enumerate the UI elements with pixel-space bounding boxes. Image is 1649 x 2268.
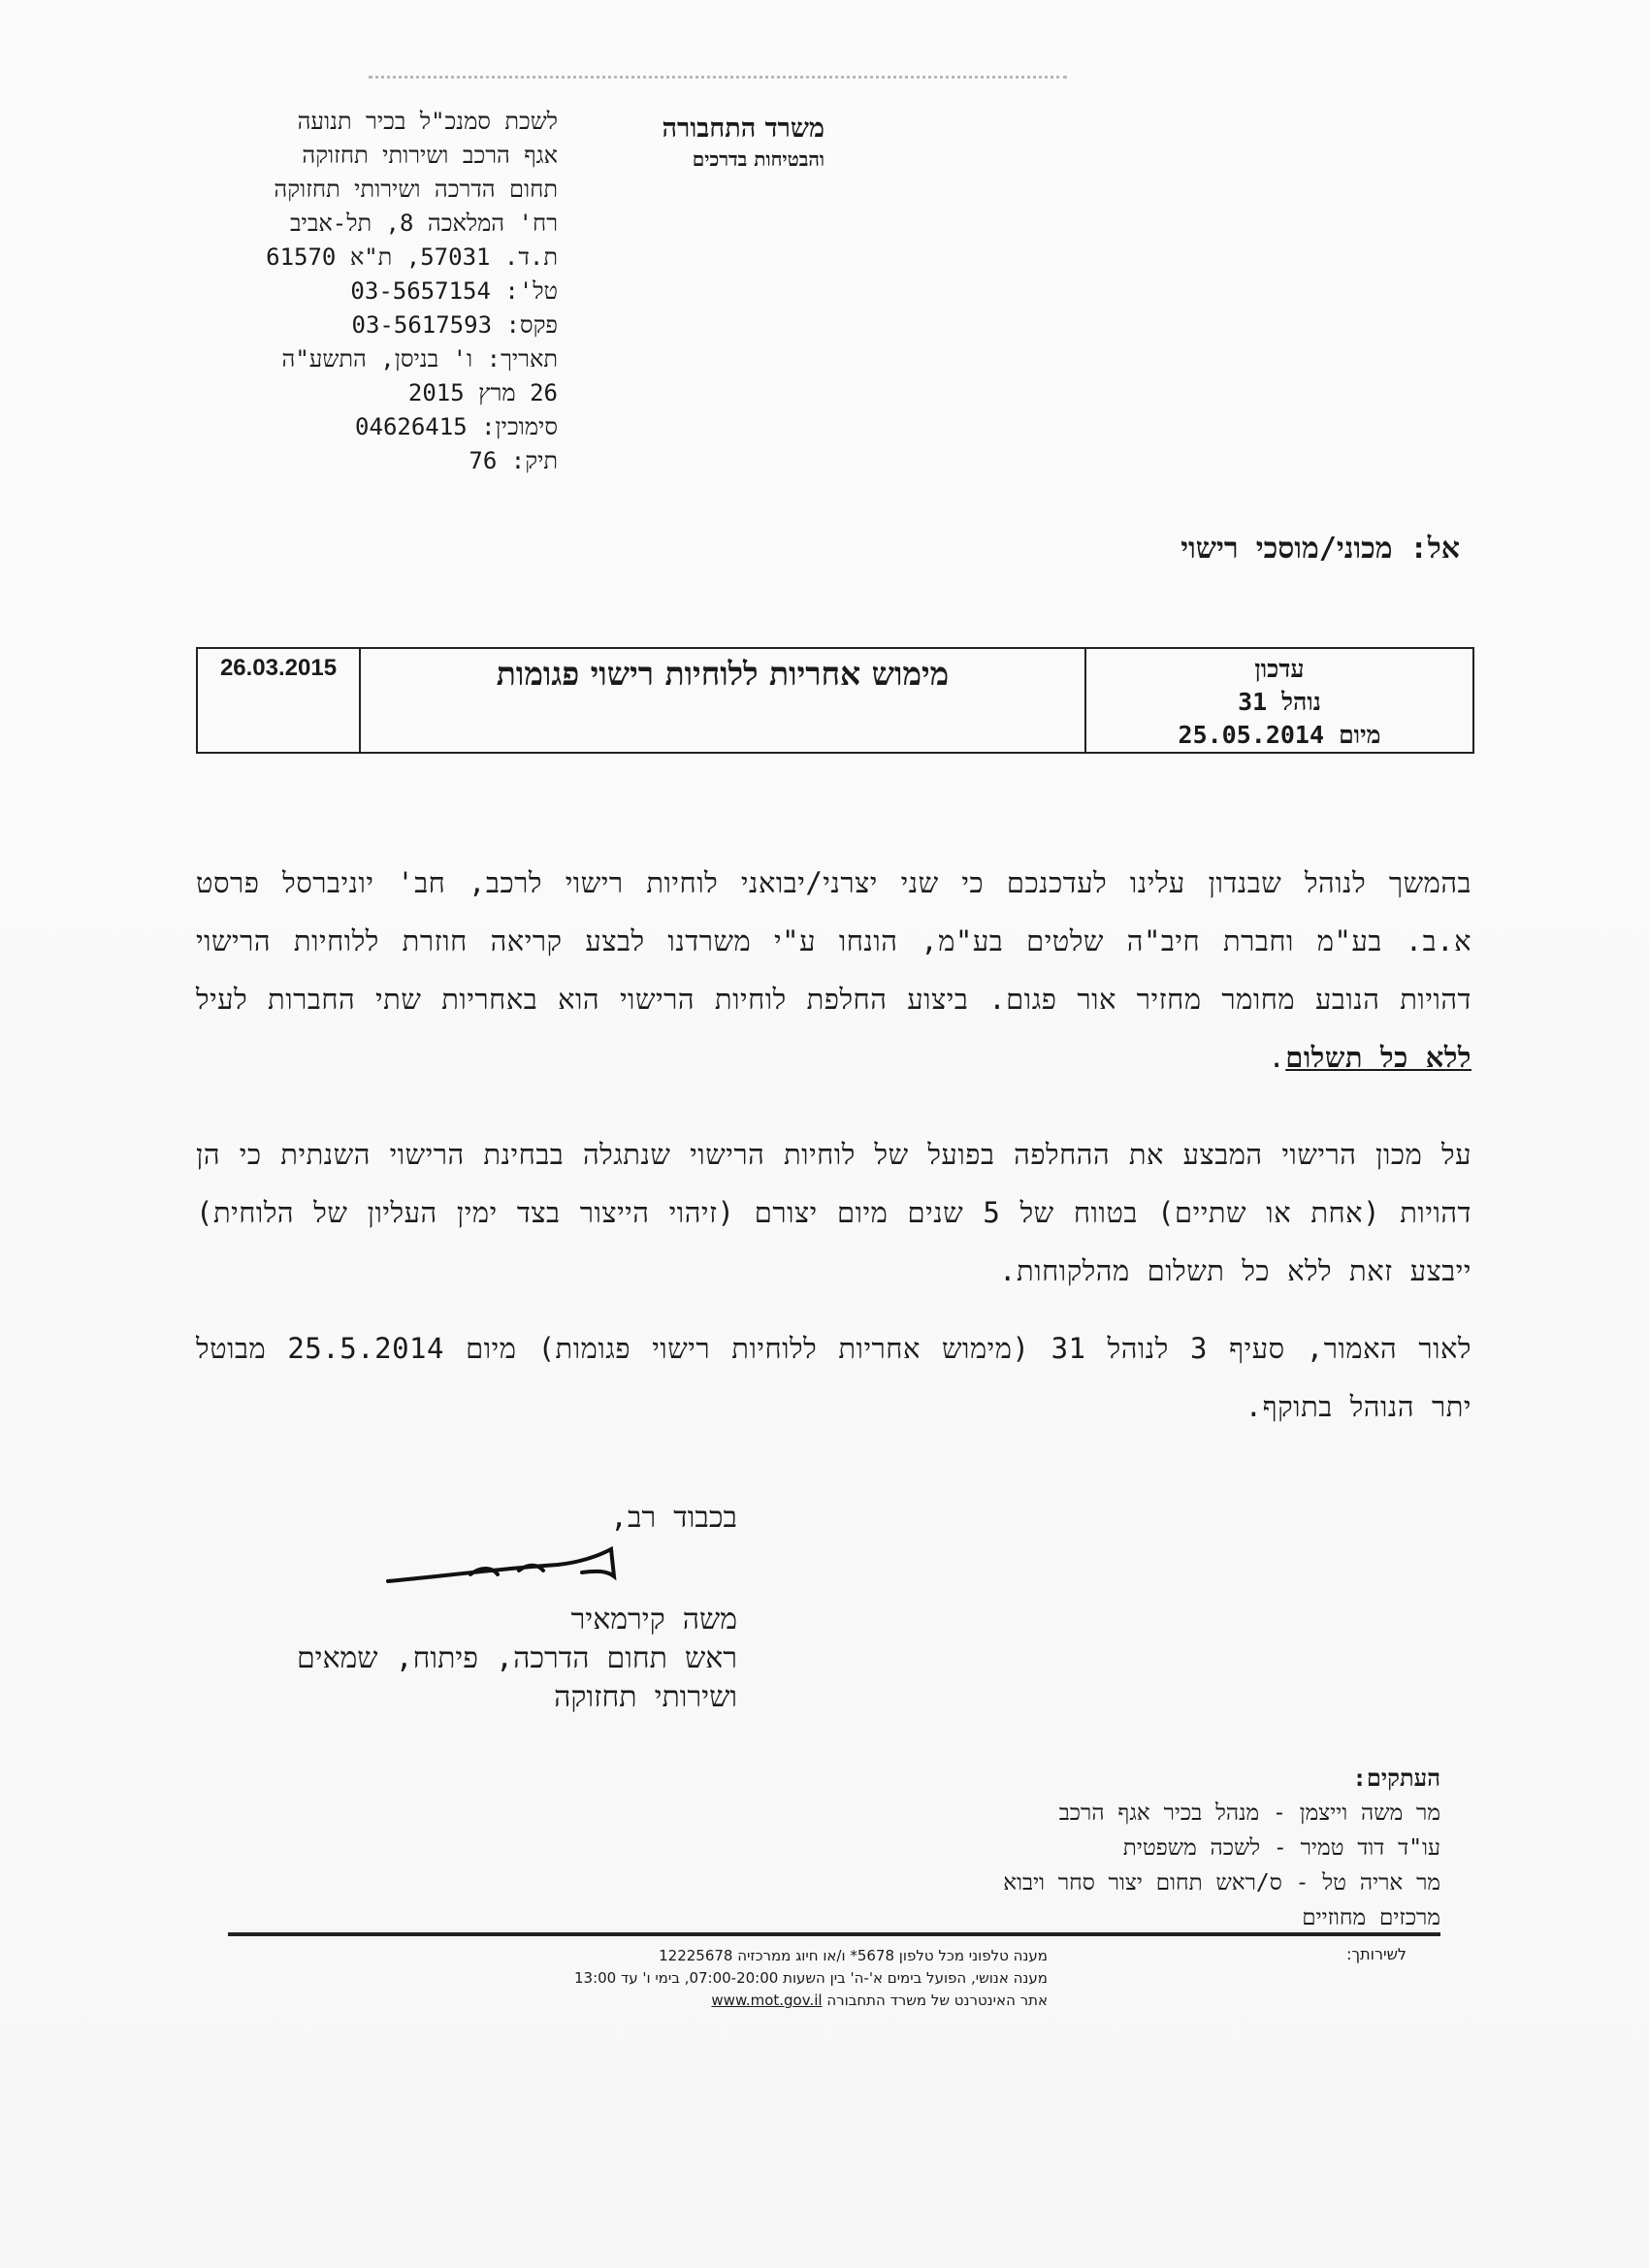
date-cell: [198, 649, 359, 752]
signer-title-1: ראש תחום הדרכה, פיתוח, שמאים: [296, 1641, 737, 1675]
ministry-header: [582, 112, 824, 172]
date-line: תאריך: ו' בניסן, התשע"ה: [281, 345, 558, 373]
file-line: תיק: 76: [469, 447, 558, 474]
signature-block: [242, 1601, 737, 1717]
closing: בכבוד רב,: [609, 1501, 737, 1535]
footer-web: [466, 1990, 1048, 2012]
paragraph-1-end: .: [1268, 1041, 1286, 1074]
footer-web-label: אתר האינטרנט של משרד התחבורה: [826, 1992, 1048, 2009]
procedure-number: נוהל 31: [1238, 688, 1321, 716]
address-line: לשכת סמנכ"ל בכיר תנועה: [297, 108, 558, 135]
footer-info: [466, 1945, 1048, 2012]
paragraph-3: לאור האמור, סעיף 3 לנוהל 31 (מימוש אחריות ללוחיות רישוי פגומות) מיום 25.5.2014 מבוטל יתר הנוהל בתוקף.: [196, 1332, 1471, 1423]
copy-recipient: מר אריה טל - ס/ראש תחום יצור סחר ויבוא: [1003, 1870, 1440, 1895]
subject-cell: [359, 649, 1084, 752]
copies-block: [873, 1761, 1440, 1935]
fax-line: פקס: 03-5617593: [351, 311, 558, 339]
fax-dots: [369, 76, 1067, 88]
address-line: ת.ד. 57031, ת"א 61570: [266, 243, 558, 271]
table-date: 26.03.2015: [219, 655, 338, 681]
footer-hours: מענה אנושי, הפועל בימים א'-ה' בין השעות 07:00-20:00, בימי ו' עד 13:00: [574, 1969, 1048, 1987]
recipient: אל: מכוני/מוסכי רישוי: [1180, 532, 1460, 566]
reference-line: סימוכין: 04626415: [355, 413, 558, 440]
update-cell: [1084, 649, 1472, 752]
procedure-date: מיום 25.05.2014: [1178, 721, 1381, 749]
update-label: עדכון: [1254, 655, 1305, 683]
signer-name: משה קירמאיר: [570, 1603, 737, 1636]
address-line: תחום הדרכה ושירותי תחזוקה: [274, 176, 558, 203]
paragraph-2: על מכון הרישוי המבצע את ההחלפה בפועל של לוחיות הרישוי שנתגלה בבחינת הרישוי השנתית כי הן דהויות (אחת או שתיים) בטווח של 5 שנים מיום יצורם (זיהוי הייצור בצד ימין העליון של הלוחית) ייבצע זאת ללא כל תשלום מהלקוחות.: [196, 1138, 1472, 1287]
ministry-subtitle: והבטיחות בדרכים: [692, 147, 824, 171]
paragraph-1: [196, 854, 1471, 1086]
footer-url-link[interactable]: www.mot.gov.il: [711, 1992, 823, 2009]
subject-title: מימוש אחריות ללוחיות רישוי פגומות: [496, 655, 950, 693]
signer-title-2: ושירותי תחזוקה: [554, 1680, 737, 1714]
copies-title: העתקים:: [1352, 1765, 1440, 1792]
footer-divider: [228, 1932, 1440, 1936]
footer-label: לשירותך:: [1346, 1945, 1406, 1963]
footer-phone: מענה טלפוני מכל טלפון 5678* ו/או חיוג ממרכזיה 12225678: [659, 1947, 1048, 1964]
signature-scribble-icon: [383, 1538, 635, 1591]
copy-recipient: מר משה וייצמן - מנהל בכיר אגף הרכב: [1058, 1800, 1440, 1826]
header-table: [196, 647, 1474, 754]
copy-recipient: מרכזים מחוזיים: [1302, 1905, 1440, 1930]
date-gregorian: 26 מרץ 2015: [407, 379, 558, 406]
paragraph-1-text: בהמשך לנוהל שבנדון עלינו לעדכנכם כי שני יצרני/יבואני לוחיות רישוי לרכב, חב' יוניברסל פרסט א.ב. בע"מ וחברת חיב"ה שלטים בע"מ, הונחו ע"י משרדנו לבצע קריאה חוזרת ללוחיות הרישוי דהויות הנובע מחומר מחזיר אור פגום. ביצוע החלפת לוחיות הרישוי הוא באחריות שתי החברות לעיל: [196, 866, 1471, 1016]
paragraph-1-emphasis: ללא כל תשלום: [1285, 1041, 1471, 1074]
copy-recipient: עו"ד דוד טמיר - לשכה משפטית: [1122, 1835, 1440, 1861]
address-block: [194, 105, 558, 478]
address-line: אגף הרכב ושירותי תחזוקה: [302, 142, 558, 169]
phone-line: טל': 03-5657154: [350, 277, 558, 305]
ministry-name: משרד התחבורה: [662, 113, 824, 144]
address-line: רח' המלאכה 8, תל-אביב: [289, 210, 558, 237]
